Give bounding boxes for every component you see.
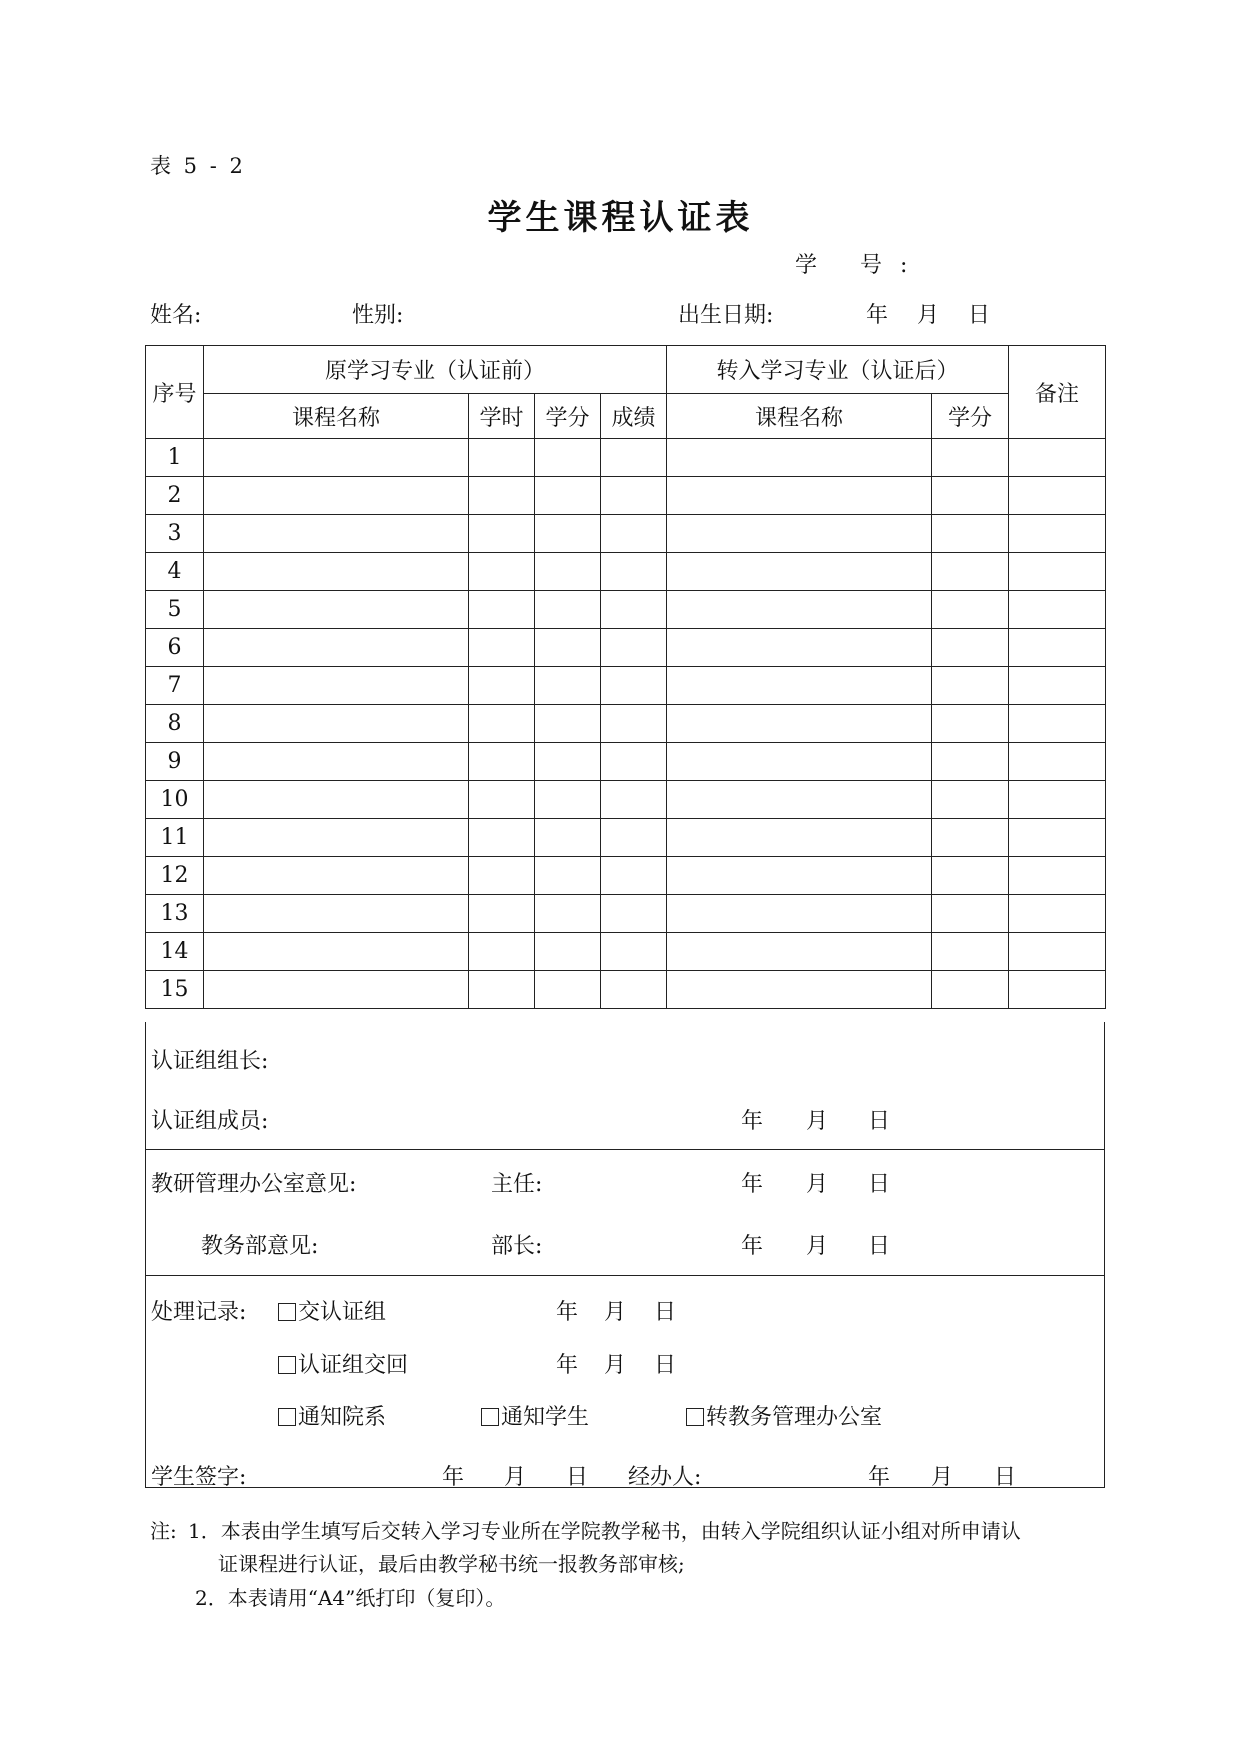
credits-cell[interactable] (535, 819, 601, 857)
row-number: 2 (146, 477, 204, 515)
course-name-cell[interactable] (204, 705, 469, 743)
hours-cell[interactable] (469, 667, 535, 705)
hours-cell[interactable] (469, 477, 535, 515)
month-label: 月 (931, 1465, 954, 1490)
remarks-cell[interactable] (1009, 439, 1106, 477)
table-row (146, 477, 1106, 515)
grade-cell[interactable] (601, 515, 667, 553)
grade-header: 成绩 (601, 394, 667, 439)
day-label: 日 (654, 1353, 677, 1378)
note-1-line-2: 证课程进行认证，最后由教学秘书统一报教务部审核; (218, 1552, 685, 1576)
new-credits-cell[interactable] (932, 971, 1009, 1009)
table-row (146, 629, 1106, 667)
new-credits-cell[interactable] (932, 705, 1009, 743)
remarks-cell[interactable] (1009, 667, 1106, 705)
new-course-name-cell[interactable] (667, 477, 932, 515)
option-transfer-office[interactable]: 转教务管理办公室 (686, 1400, 882, 1431)
student-number-field[interactable] (795, 248, 925, 279)
new-course-name-cell[interactable] (667, 895, 932, 933)
director-label: 主任: (491, 1172, 543, 1197)
course-table (145, 345, 1106, 1009)
course-name-cell[interactable] (204, 667, 469, 705)
row-number: 9 (146, 743, 204, 781)
grade-cell[interactable] (601, 553, 667, 591)
new-course-name-cell[interactable] (667, 743, 932, 781)
note-1-line-1: 1．本表由学生填写后交转入学习专业所在学院教学秘书，由转入学院组织认证小组对所申请认 (188, 1519, 1021, 1543)
month-label: 月 (806, 1172, 829, 1197)
table-row (146, 667, 1106, 705)
grade-cell[interactable] (601, 971, 667, 1009)
hours-cell[interactable] (469, 515, 535, 553)
table-row (146, 781, 1106, 819)
row-number: 11 (146, 819, 204, 857)
new-credits-cell[interactable] (932, 895, 1009, 933)
new-course-name-cell[interactable] (667, 781, 932, 819)
table-row (146, 515, 1106, 553)
month-label: 月 (604, 1353, 627, 1378)
grade-cell[interactable] (601, 477, 667, 515)
table-row (146, 933, 1106, 971)
grade-cell[interactable] (601, 439, 667, 477)
remarks-cell[interactable] (1009, 933, 1106, 971)
option-submit-group[interactable]: 交认证组 (278, 1295, 386, 1326)
remarks-cell[interactable] (1009, 971, 1106, 1009)
month-label: 月 (806, 1234, 829, 1259)
table-row (146, 553, 1106, 591)
group-leader-label: 认证组组长: (151, 1049, 269, 1074)
checkbox[interactable] (278, 1303, 296, 1321)
credits-cell[interactable] (535, 857, 601, 895)
hours-cell[interactable] (469, 819, 535, 857)
course-name-cell[interactable] (204, 781, 469, 819)
new-course-name-cell[interactable] (667, 591, 932, 629)
grade-cell[interactable] (601, 743, 667, 781)
academic-affairs-opinion-label: 教务部意见: (201, 1234, 319, 1259)
option-notify-student[interactable]: 通知学生 (481, 1400, 589, 1431)
course-name-cell[interactable] (204, 743, 469, 781)
table-row (146, 971, 1106, 1009)
grade-cell[interactable] (601, 591, 667, 629)
row-number: 1 (146, 439, 204, 477)
credits-cell[interactable] (535, 553, 601, 591)
new-credits-header: 学分 (932, 394, 1009, 439)
credits-cell[interactable] (535, 705, 601, 743)
course-name-cell[interactable] (204, 895, 469, 933)
hours-cell[interactable] (469, 705, 535, 743)
day-label: 日 (654, 1300, 677, 1325)
course-name-cell[interactable] (204, 629, 469, 667)
hours-cell[interactable] (469, 591, 535, 629)
new-credits-cell[interactable] (932, 629, 1009, 667)
new-course-name-cell[interactable] (667, 667, 932, 705)
new-course-name-cell[interactable] (667, 933, 932, 971)
year-label: 年 (556, 1353, 579, 1378)
row-number: 14 (146, 933, 204, 971)
notes-prefix: 注: (150, 1519, 177, 1543)
new-credits-cell[interactable] (932, 515, 1009, 553)
year-label: 年 (556, 1300, 579, 1325)
grade-cell[interactable] (601, 629, 667, 667)
hours-cell[interactable] (469, 439, 535, 477)
new-course-name-cell[interactable] (667, 819, 932, 857)
hours-cell[interactable] (469, 629, 535, 667)
handler-label: 经办人: (628, 1465, 702, 1490)
new-course-name-cell[interactable] (667, 553, 932, 591)
remarks-cell[interactable] (1009, 515, 1106, 553)
table-label: 表 5 - 2 (150, 154, 246, 178)
remarks-cell[interactable] (1009, 743, 1106, 781)
year-label: 年 (741, 1109, 764, 1134)
row-number: 8 (146, 705, 204, 743)
birth-year-label: 年 (866, 303, 889, 328)
gender-label: 性别: (352, 303, 404, 328)
page-title: 学生课程认证表 (487, 198, 754, 238)
table-row (146, 439, 1106, 477)
student-number-label: 学 号: (795, 253, 926, 278)
year-label: 年 (442, 1465, 465, 1490)
note-2: 2．本表请用“A4”纸打印（复印）。 (195, 1586, 506, 1610)
course-name-cell[interactable] (204, 971, 469, 1009)
table-row (146, 743, 1106, 781)
divider (146, 1275, 1104, 1276)
new-credits-cell[interactable] (932, 439, 1009, 477)
grade-cell[interactable] (601, 819, 667, 857)
new-credits-cell[interactable] (932, 667, 1009, 705)
credits-cell[interactable] (535, 591, 601, 629)
month-label: 月 (504, 1465, 527, 1490)
remarks-cell[interactable] (1009, 705, 1106, 743)
year-label: 年 (741, 1234, 764, 1259)
credits-cell[interactable] (535, 781, 601, 819)
new-course-name-header: 课程名称 (667, 394, 932, 439)
year-label: 年 (868, 1465, 891, 1490)
remarks-cell[interactable] (1009, 781, 1106, 819)
divider (146, 1149, 1104, 1150)
checkbox[interactable] (278, 1356, 296, 1374)
grade-cell[interactable] (601, 857, 667, 895)
teaching-office-opinion-label: 教研管理办公室意见: (151, 1172, 357, 1197)
course-name-cell[interactable] (204, 819, 469, 857)
original-major-header: 原学习专业（认证前） (204, 346, 667, 394)
grade-cell[interactable] (601, 895, 667, 933)
new-credits-cell[interactable] (932, 591, 1009, 629)
row-number: 7 (146, 667, 204, 705)
birth-day-label: 日 (968, 303, 991, 328)
transfer-major-header: 转入学习专业（认证后） (667, 346, 1009, 394)
grade-cell[interactable] (601, 667, 667, 705)
course-name-cell[interactable] (204, 857, 469, 895)
hours-cell[interactable] (469, 971, 535, 1009)
approval-section (145, 1022, 1105, 1488)
course-name-cell[interactable] (204, 933, 469, 971)
table-row (146, 819, 1106, 857)
row-number: 10 (146, 781, 204, 819)
seq-header: 序号 (146, 346, 204, 439)
new-course-name-cell[interactable] (667, 515, 932, 553)
hours-cell[interactable] (469, 743, 535, 781)
row-number: 4 (146, 553, 204, 591)
day-label: 日 (566, 1465, 589, 1490)
option-notify-dept[interactable]: 通知院系 (278, 1400, 386, 1431)
course-name-cell[interactable] (204, 591, 469, 629)
remarks-cell[interactable] (1009, 819, 1106, 857)
new-credits-cell[interactable] (932, 553, 1009, 591)
credits-cell[interactable] (535, 439, 601, 477)
course-name-cell[interactable] (204, 515, 469, 553)
new-credits-cell[interactable] (932, 781, 1009, 819)
hours-cell[interactable] (469, 895, 535, 933)
new-course-name-cell[interactable] (667, 705, 932, 743)
row-number: 13 (146, 895, 204, 933)
day-label: 日 (994, 1465, 1017, 1490)
course-name-cell[interactable] (204, 439, 469, 477)
minister-label: 部长: (491, 1234, 543, 1259)
remarks-cell[interactable] (1009, 857, 1106, 895)
credits-cell[interactable] (535, 743, 601, 781)
credits-cell[interactable] (535, 667, 601, 705)
credits-cell[interactable] (535, 933, 601, 971)
month-label: 月 (806, 1109, 829, 1134)
birth-month-label: 月 (917, 303, 940, 328)
student-signature-label: 学生签字: (151, 1465, 247, 1490)
course-name-cell[interactable] (204, 553, 469, 591)
table-row (146, 705, 1106, 743)
course-name-header: 课程名称 (204, 394, 469, 439)
hours-cell[interactable] (469, 553, 535, 591)
credits-cell[interactable] (535, 971, 601, 1009)
row-number: 3 (146, 515, 204, 553)
credits-header: 学分 (535, 394, 601, 439)
new-credits-cell[interactable] (932, 857, 1009, 895)
hours-cell[interactable] (469, 933, 535, 971)
checkbox[interactable] (481, 1408, 499, 1426)
day-label: 日 (868, 1109, 891, 1134)
hours-cell[interactable] (469, 781, 535, 819)
remarks-header: 备注 (1009, 346, 1106, 439)
new-credits-cell[interactable] (932, 477, 1009, 515)
new-credits-cell[interactable] (932, 819, 1009, 857)
new-course-name-cell[interactable] (667, 971, 932, 1009)
remarks-cell[interactable] (1009, 553, 1106, 591)
checkbox[interactable] (278, 1408, 296, 1426)
grade-cell[interactable] (601, 705, 667, 743)
new-course-name-cell[interactable] (667, 857, 932, 895)
name-label: 姓名: (150, 303, 202, 328)
remarks-cell[interactable] (1009, 591, 1106, 629)
processing-record-label: 处理记录: (151, 1300, 247, 1325)
day-label: 日 (868, 1234, 891, 1259)
remarks-cell[interactable] (1009, 629, 1106, 667)
group-members-label: 认证组成员: (151, 1109, 269, 1134)
row-number: 6 (146, 629, 204, 667)
remarks-cell[interactable] (1009, 477, 1106, 515)
credits-cell[interactable] (535, 515, 601, 553)
table-row (146, 591, 1106, 629)
table-row (146, 857, 1106, 895)
row-number: 12 (146, 857, 204, 895)
grade-cell[interactable] (601, 933, 667, 971)
credits-cell[interactable] (535, 477, 601, 515)
row-number: 15 (146, 971, 204, 1009)
year-label: 年 (741, 1172, 764, 1197)
grade-cell[interactable] (601, 781, 667, 819)
hours-header: 学时 (469, 394, 535, 439)
hours-cell[interactable] (469, 857, 535, 895)
row-number: 5 (146, 591, 204, 629)
credits-cell[interactable] (535, 629, 601, 667)
new-course-name-cell[interactable] (667, 629, 932, 667)
new-credits-cell[interactable] (932, 743, 1009, 781)
credits-cell[interactable] (535, 895, 601, 933)
new-credits-cell[interactable] (932, 933, 1009, 971)
course-name-cell[interactable] (204, 477, 469, 515)
birth-date-label: 出生日期: (678, 303, 774, 328)
option-group-return[interactable]: 认证组交回 (278, 1348, 408, 1379)
new-course-name-cell[interactable] (667, 439, 932, 477)
checkbox[interactable] (686, 1408, 704, 1426)
day-label: 日 (868, 1172, 891, 1197)
table-row (146, 895, 1106, 933)
remarks-cell[interactable] (1009, 895, 1106, 933)
month-label: 月 (604, 1300, 627, 1325)
